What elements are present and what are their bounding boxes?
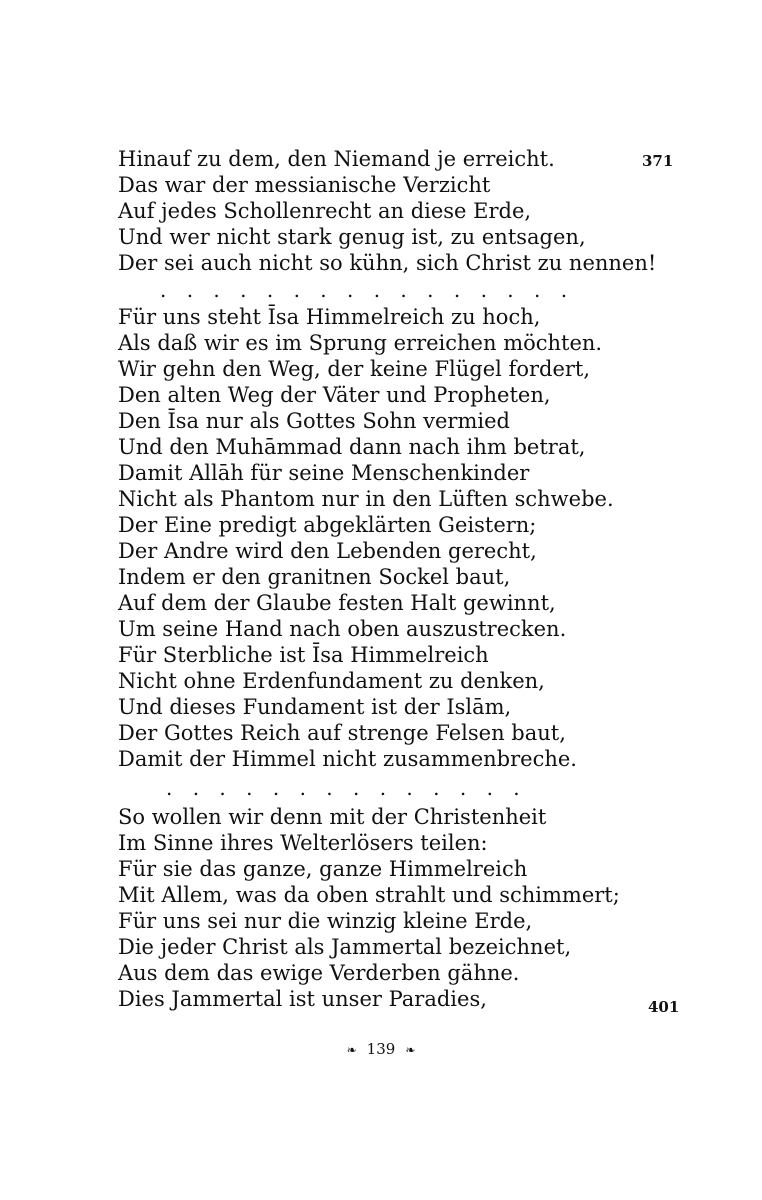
ornament-icon: ❧ xyxy=(346,1043,357,1057)
verse-line: Als daß wir es im Sprung erreichen möchten. xyxy=(118,331,603,355)
verse-line: Das war der messianische Verzicht xyxy=(118,173,491,197)
verse-line: Damit Allāh für seine Menschenkinder xyxy=(118,461,530,485)
verse-line: Aus dem das ewige Verderben gähne. xyxy=(118,961,520,985)
page-footer xyxy=(0,1040,762,1058)
verse-line: Damit der Himmel nicht zusammenbreche. xyxy=(118,747,577,771)
verse-line: Nicht ohne Erdenfundament zu denken, xyxy=(118,669,545,693)
verse-line: Den alten Weg der Väter und Propheten, xyxy=(118,383,551,407)
page-number: 139 xyxy=(366,1040,396,1058)
verse-line: Dies Jammertal ist unser Paradies, xyxy=(118,987,487,1011)
verse-line: Für uns sei nur die winzig kleine Erde, xyxy=(118,909,533,933)
verse-line: Für sie das ganze, ganze Himmelreich xyxy=(118,857,528,881)
verse-line: Hinauf zu dem, den Niemand je erreicht. xyxy=(118,147,555,171)
verse-line: Auf jedes Schollenrecht an diese Erde, xyxy=(118,199,532,223)
verse-line: Der sei auch nicht so kühn, sich Christ zu nennen! xyxy=(118,251,657,275)
separator-dots: . . . . . . . . . . . . . . . . xyxy=(160,278,568,302)
verse-line: Nicht als Phantom nur in den Lüften schwebe. xyxy=(118,487,614,511)
verse-line: Der Gottes Reich auf strenge Felsen baut, xyxy=(118,721,566,745)
verse-line: Der Eine predigt abgeklärten Geistern; xyxy=(118,513,537,537)
verse-line: Um seine Hand nach oben auszustrecken. xyxy=(118,617,567,641)
verse-line: Indem er den granitnen Sockel baut, xyxy=(118,565,511,589)
verse-line: Auf dem der Glaube festen Halt gewinnt, xyxy=(118,591,556,615)
verse-line: Wir gehn den Weg, der keine Flügel fordert, xyxy=(118,357,591,381)
verse-line: Und wer nicht stark genug ist, zu entsagen, xyxy=(118,225,586,249)
ornament-icon: ❧ xyxy=(405,1043,416,1057)
verse-line: Den Īsa nur als Gottes Sohn vermied xyxy=(118,409,510,433)
verse-line: Mit Allem, was da oben strahlt und schimmert; xyxy=(118,883,620,907)
verse-line: Für uns steht Īsa Himmelreich zu hoch, xyxy=(118,305,541,329)
separator-dots: . . . . . . . . . . . . . . xyxy=(166,776,520,800)
line-number: 401 xyxy=(648,998,680,1016)
verse-line: Für Sterbliche ist Īsa Himmelreich xyxy=(118,643,489,667)
verse-line: Und den Muhāmmad dann nach ihm betrat, xyxy=(118,435,586,459)
verse-line: Im Sinne ihres Welterlösers teilen: xyxy=(118,831,488,855)
verse-line: Und dieses Fundament ist der Islām, xyxy=(118,695,512,719)
verse-line: Die jeder Christ als Jammertal bezeichnet, xyxy=(118,935,572,959)
verse-line: So wollen wir denn mit der Christenheit xyxy=(118,805,547,829)
verse-line: Der Andre wird den Lebenden gerecht, xyxy=(118,539,537,563)
line-number: 371 xyxy=(642,152,674,170)
